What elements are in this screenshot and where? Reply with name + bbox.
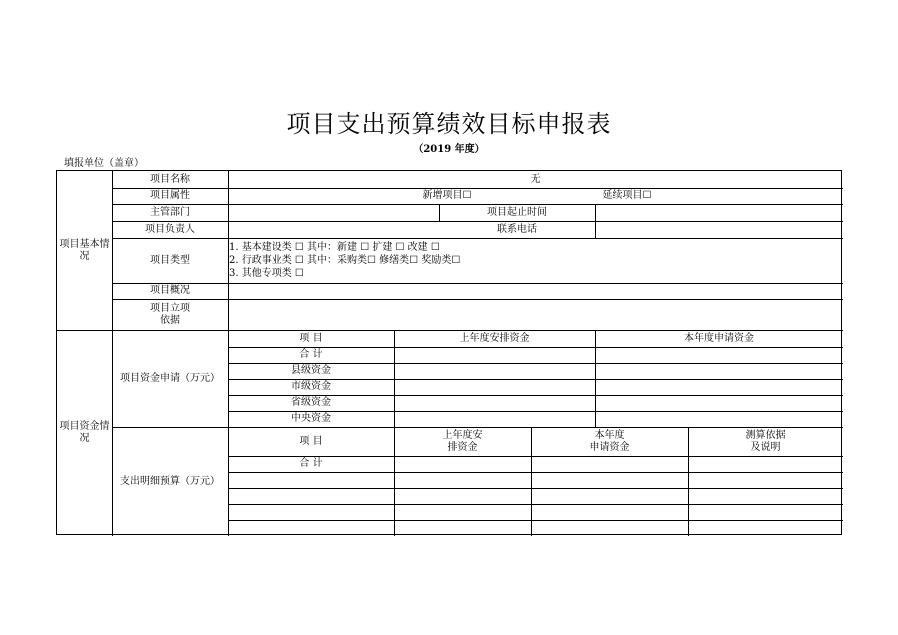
contact-phone-label: 联系电话	[497, 223, 537, 235]
department-label: 主管部门	[150, 206, 190, 218]
project-basis-label: 项目立项 依据	[150, 302, 190, 326]
form-year: （2019 年度）	[413, 144, 485, 155]
contact-phone-field[interactable]	[595, 221, 843, 238]
project-period-field[interactable]	[595, 204, 843, 221]
fund-col-this-year: 本年度申请资金	[684, 332, 754, 344]
detail-col-basis: 测算依据 及说明	[745, 429, 786, 453]
project-type-line[interactable]: 1. 基本建设类 ☐ 其中：新建 ☐ 扩建 ☐ 改建 ☐	[229, 242, 440, 253]
expenditure-detail-label: 支出明细预算（万元）	[120, 475, 220, 487]
project-overview-label: 项目概况	[150, 285, 190, 296]
fund-row-city: 市级资金	[291, 381, 331, 392]
fund-row-county: 县级资金	[291, 365, 331, 376]
budget-form-table	[56, 170, 842, 535]
detail-col-last-year: 上年度安 排资金	[442, 429, 483, 453]
section-project-funds: 项目资金情况	[59, 421, 110, 444]
project-name-value: 无	[530, 173, 541, 185]
reporting-unit-label: 填报单位（盖章）	[64, 158, 144, 169]
project-type-label: 项目类型	[150, 254, 190, 266]
fund-row-province: 省级资金	[291, 397, 331, 408]
department-field[interactable]	[228, 204, 439, 221]
continuing-project-checkbox[interactable]: 延续项目☐	[602, 190, 652, 201]
new-project-checkbox[interactable]: 新增项目☐	[422, 190, 472, 201]
fund-row-total: 合 计	[299, 349, 323, 360]
project-basis-field[interactable]	[228, 299, 843, 330]
project-period-label: 项目起止时间	[487, 206, 547, 218]
fund-application-label: 项目资金申请（万元）	[120, 372, 220, 384]
project-owner-field[interactable]	[228, 221, 439, 238]
project-owner-label: 项目负责人	[145, 223, 195, 235]
fund-col-last-year: 上年度安排资金	[459, 332, 530, 344]
form-title: 项目支出预算绩效目标申报表	[286, 110, 612, 138]
detail-col-item: 项 目	[299, 435, 323, 447]
detail-col-this-year: 本年度 申请资金	[589, 429, 630, 453]
project-type-options[interactable]	[229, 241, 549, 280]
project-overview-field[interactable]	[228, 283, 843, 299]
project-type-line[interactable]: 3. 其他专项类 ☐	[229, 268, 304, 279]
detail-row-total: 合 计	[299, 458, 323, 469]
project-type-line[interactable]: 2. 行政事业类 ☐ 其中：采购类☐ 修缮类☐ 奖励类☐	[229, 255, 461, 266]
project-attribute-label: 项目属性	[150, 190, 190, 201]
project-name-label: 项目名称	[150, 173, 190, 185]
section-project-basic: 项目基本情况	[59, 238, 110, 262]
fund-col-item: 项 目	[299, 332, 323, 344]
fund-row-central: 中央资金	[291, 413, 331, 424]
